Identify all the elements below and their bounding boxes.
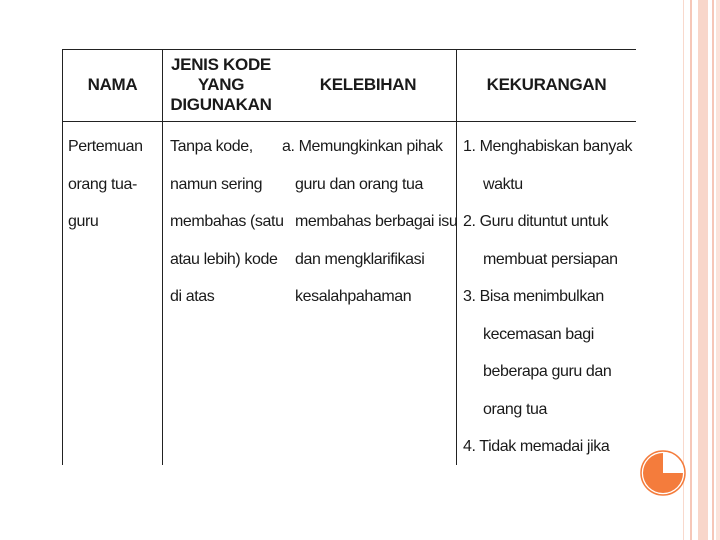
orange-quarter-circle-icon [640, 450, 686, 496]
header-kelebihan: KELEBIHAN [319, 75, 417, 94]
border-stripe [716, 0, 720, 540]
border-stripe [712, 0, 714, 540]
cell-jenis-kode: Tanpa kode, namun sering membahas (satu atau lebih) kode di atas [170, 138, 284, 305]
comparison-table [62, 49, 636, 465]
header-nama: NAMA [87, 75, 138, 94]
header-jenis-kode: JENIS KODE YANG DIGUNAKAN [170, 55, 272, 114]
cell-kekurangan: 1. Menghabiskan banyak waktu 2. Guru dituntut untuk membuat persiapan 3. Bisa menimbulkan kecemasan bagi beberapa guru dan orang tua 4. Tidak memadai jika [463, 138, 633, 455]
cell-kelebihan: a. Memungkinkan pihak guru dan orang tua membahas berbagai isu dan mengklarifikasi kesalahpahaman [282, 138, 458, 305]
cell-nama: Pertemuan orang tua- guru [68, 138, 143, 230]
header-kekurangan: KEKURANGAN [486, 75, 607, 94]
header-divider [62, 121, 636, 122]
border-stripe [690, 0, 692, 540]
border-stripe [698, 0, 708, 540]
